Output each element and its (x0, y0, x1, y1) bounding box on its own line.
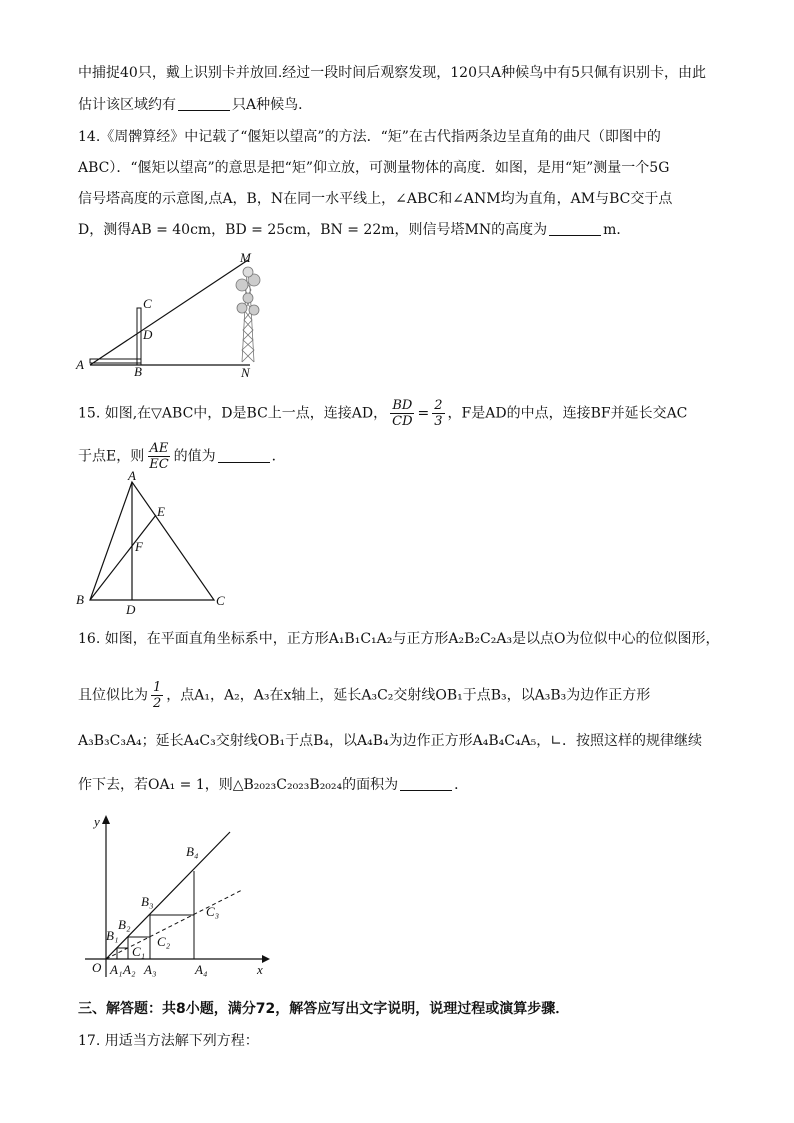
q16-text-a2: 作下去，若OA₁ = 1，则△B₂₀₂₃C₂₀₂₃B₂₀₂₄的面积为 (78, 777, 399, 793)
q15-label-A: A (128, 470, 136, 483)
q15-line2 (78, 441, 286, 472)
q14-figure (70, 250, 270, 380)
q15-text-d: 的值为 (173, 448, 216, 465)
q15-frac1-num: BD (392, 398, 413, 413)
q14-answer-blank (549, 221, 601, 236)
q15-label-B: B (76, 592, 84, 607)
q15-label-C: C (216, 593, 225, 608)
q16-text-b: ，点A₁，A₂，A₃在x轴上，延长A₃C₂交射线OB₁于点B₃，以A₃B₃为边作正方形 (166, 687, 651, 704)
q13-text-b: 只A种候鸟． (232, 97, 313, 113)
q14-text-b: m． (603, 222, 631, 238)
q13-line1: 中捕捉40只，戴上识别卡并放回.经过一段时间后观察发现，120只A种候鸟中有5只佩有识别卡，由此 (78, 65, 707, 81)
q14-signal-tower (236, 267, 260, 362)
q14-line3: 信号塔高度的示意图,点A，B，N在同一水平线上，∠ABC和∠ANM均为直角，AM与BC交于点 (78, 191, 673, 207)
q16-label-C2: C₂ (157, 934, 171, 949)
q15-figure (70, 470, 240, 618)
q16-label-C1: C₁ (132, 944, 146, 959)
q15-label-E: E (157, 504, 165, 519)
q16-label-A4: A₄ (195, 962, 208, 977)
q14-label-D: D (143, 327, 153, 342)
q14-label-N: N (241, 365, 250, 380)
q16-label-x: x (257, 962, 263, 977)
q16-label-O: O (92, 960, 102, 975)
q16-answer-blank (400, 776, 452, 791)
q15-fraction-ae-ec (147, 441, 170, 472)
q16-label-B4: B₄ (186, 844, 199, 859)
q16-text-a: 且位似比为 (78, 687, 148, 704)
q16-line2 (78, 680, 650, 711)
q15-eq: = (417, 405, 430, 422)
q16-label-B2: B₂ (118, 917, 131, 932)
q16-frac-num: 1 (153, 680, 162, 695)
q16-label-C3: C₃ (206, 904, 220, 919)
q15-frac1-den: CD (392, 414, 413, 429)
q16-fraction-1-2 (151, 680, 163, 711)
q16-label-B3: B₃ (141, 894, 154, 909)
q14-label-M: M (240, 250, 251, 265)
q16-line3: A₃B₃C₃A₄；延长A₄C₃交射线OB₁于点B₄，以A₄B₄为边作正方形A₄B₄C₄A₅，∟．按照这样的规律继续 (78, 733, 703, 749)
q14-label-B: B (134, 364, 142, 379)
q14-label-A: A (76, 357, 84, 372)
q15-frac3-den: EC (149, 457, 169, 472)
q16-line1: 16. 如图，在平面直角坐标系中，正方形A₁B₁C₁A₂与正方形A₂B₂C₂A₃是以点O为位似中心的位似图形， (78, 631, 720, 647)
q16-label-y: y (94, 814, 100, 829)
section3-heading: 三、解答题：共8小题，满分72，解答应写出文字说明，说理过程或演算步骤． (78, 1001, 570, 1017)
q15-text-a: 15. 如图,在▽ABC中，D是BC上一点，连接AD， (78, 405, 388, 422)
q15-label-F: F (135, 539, 143, 554)
q16-text-b2: ． (454, 777, 469, 793)
q14-text-a: D，测得AB = 40cm，BD = 25cm，BN = 22m，则信号塔MN的高度为 (78, 222, 548, 238)
q15-text-e: ． (271, 448, 286, 465)
q14-line2: ABC）．“偃矩以望高”的意思是把“矩”仰立放，可测量物体的高度．如图，是用“矩”测量一个5G (78, 160, 670, 176)
q14-line4 (78, 219, 630, 241)
q15-fraction-2-3 (432, 398, 444, 429)
q15-frac2-den: 3 (434, 414, 443, 429)
q15-segment-be (90, 515, 156, 600)
q15-text-c: 于点E，则 (78, 448, 145, 465)
q15-frac2-num: 2 (434, 398, 443, 413)
q16-squares (117, 871, 194, 959)
q14-label-C: C (143, 296, 152, 311)
q16-line4 (78, 774, 468, 796)
q14-ruler-vertical (137, 308, 141, 365)
q15-line1 (78, 398, 687, 429)
q14-line1: 14.《周髀算经》中记载了“偃矩以望高”的方法．“矩”在古代指两条边呈直角的曲尺（即图中的 (78, 129, 661, 145)
q15-text-b: ，F是AD的中点，连接BF并延长交AC (447, 405, 688, 422)
q16-label-A1: A₁ (110, 962, 123, 977)
q15-answer-blank (218, 448, 270, 463)
q15-frac3-num: AE (149, 441, 169, 456)
q15-label-D: D (126, 602, 136, 617)
q15-fraction-bd-cd (390, 398, 414, 429)
q14-sight-line (90, 260, 248, 365)
q16-label-B1: B₁ (106, 928, 119, 943)
q16-figure (80, 812, 280, 982)
q16-frac-den: 2 (153, 696, 162, 711)
q16-label-A2: A₂ (123, 962, 136, 977)
q16-label-A3: A₃ (144, 962, 157, 977)
q15-triangle-abc (90, 482, 214, 600)
q17-line1: 17. 用适当方法解下列方程： (78, 1033, 259, 1049)
q13-answer-blank (178, 96, 230, 111)
q13-line2 (78, 94, 312, 116)
q13-text-a: 估计该区域约有 (78, 97, 176, 113)
